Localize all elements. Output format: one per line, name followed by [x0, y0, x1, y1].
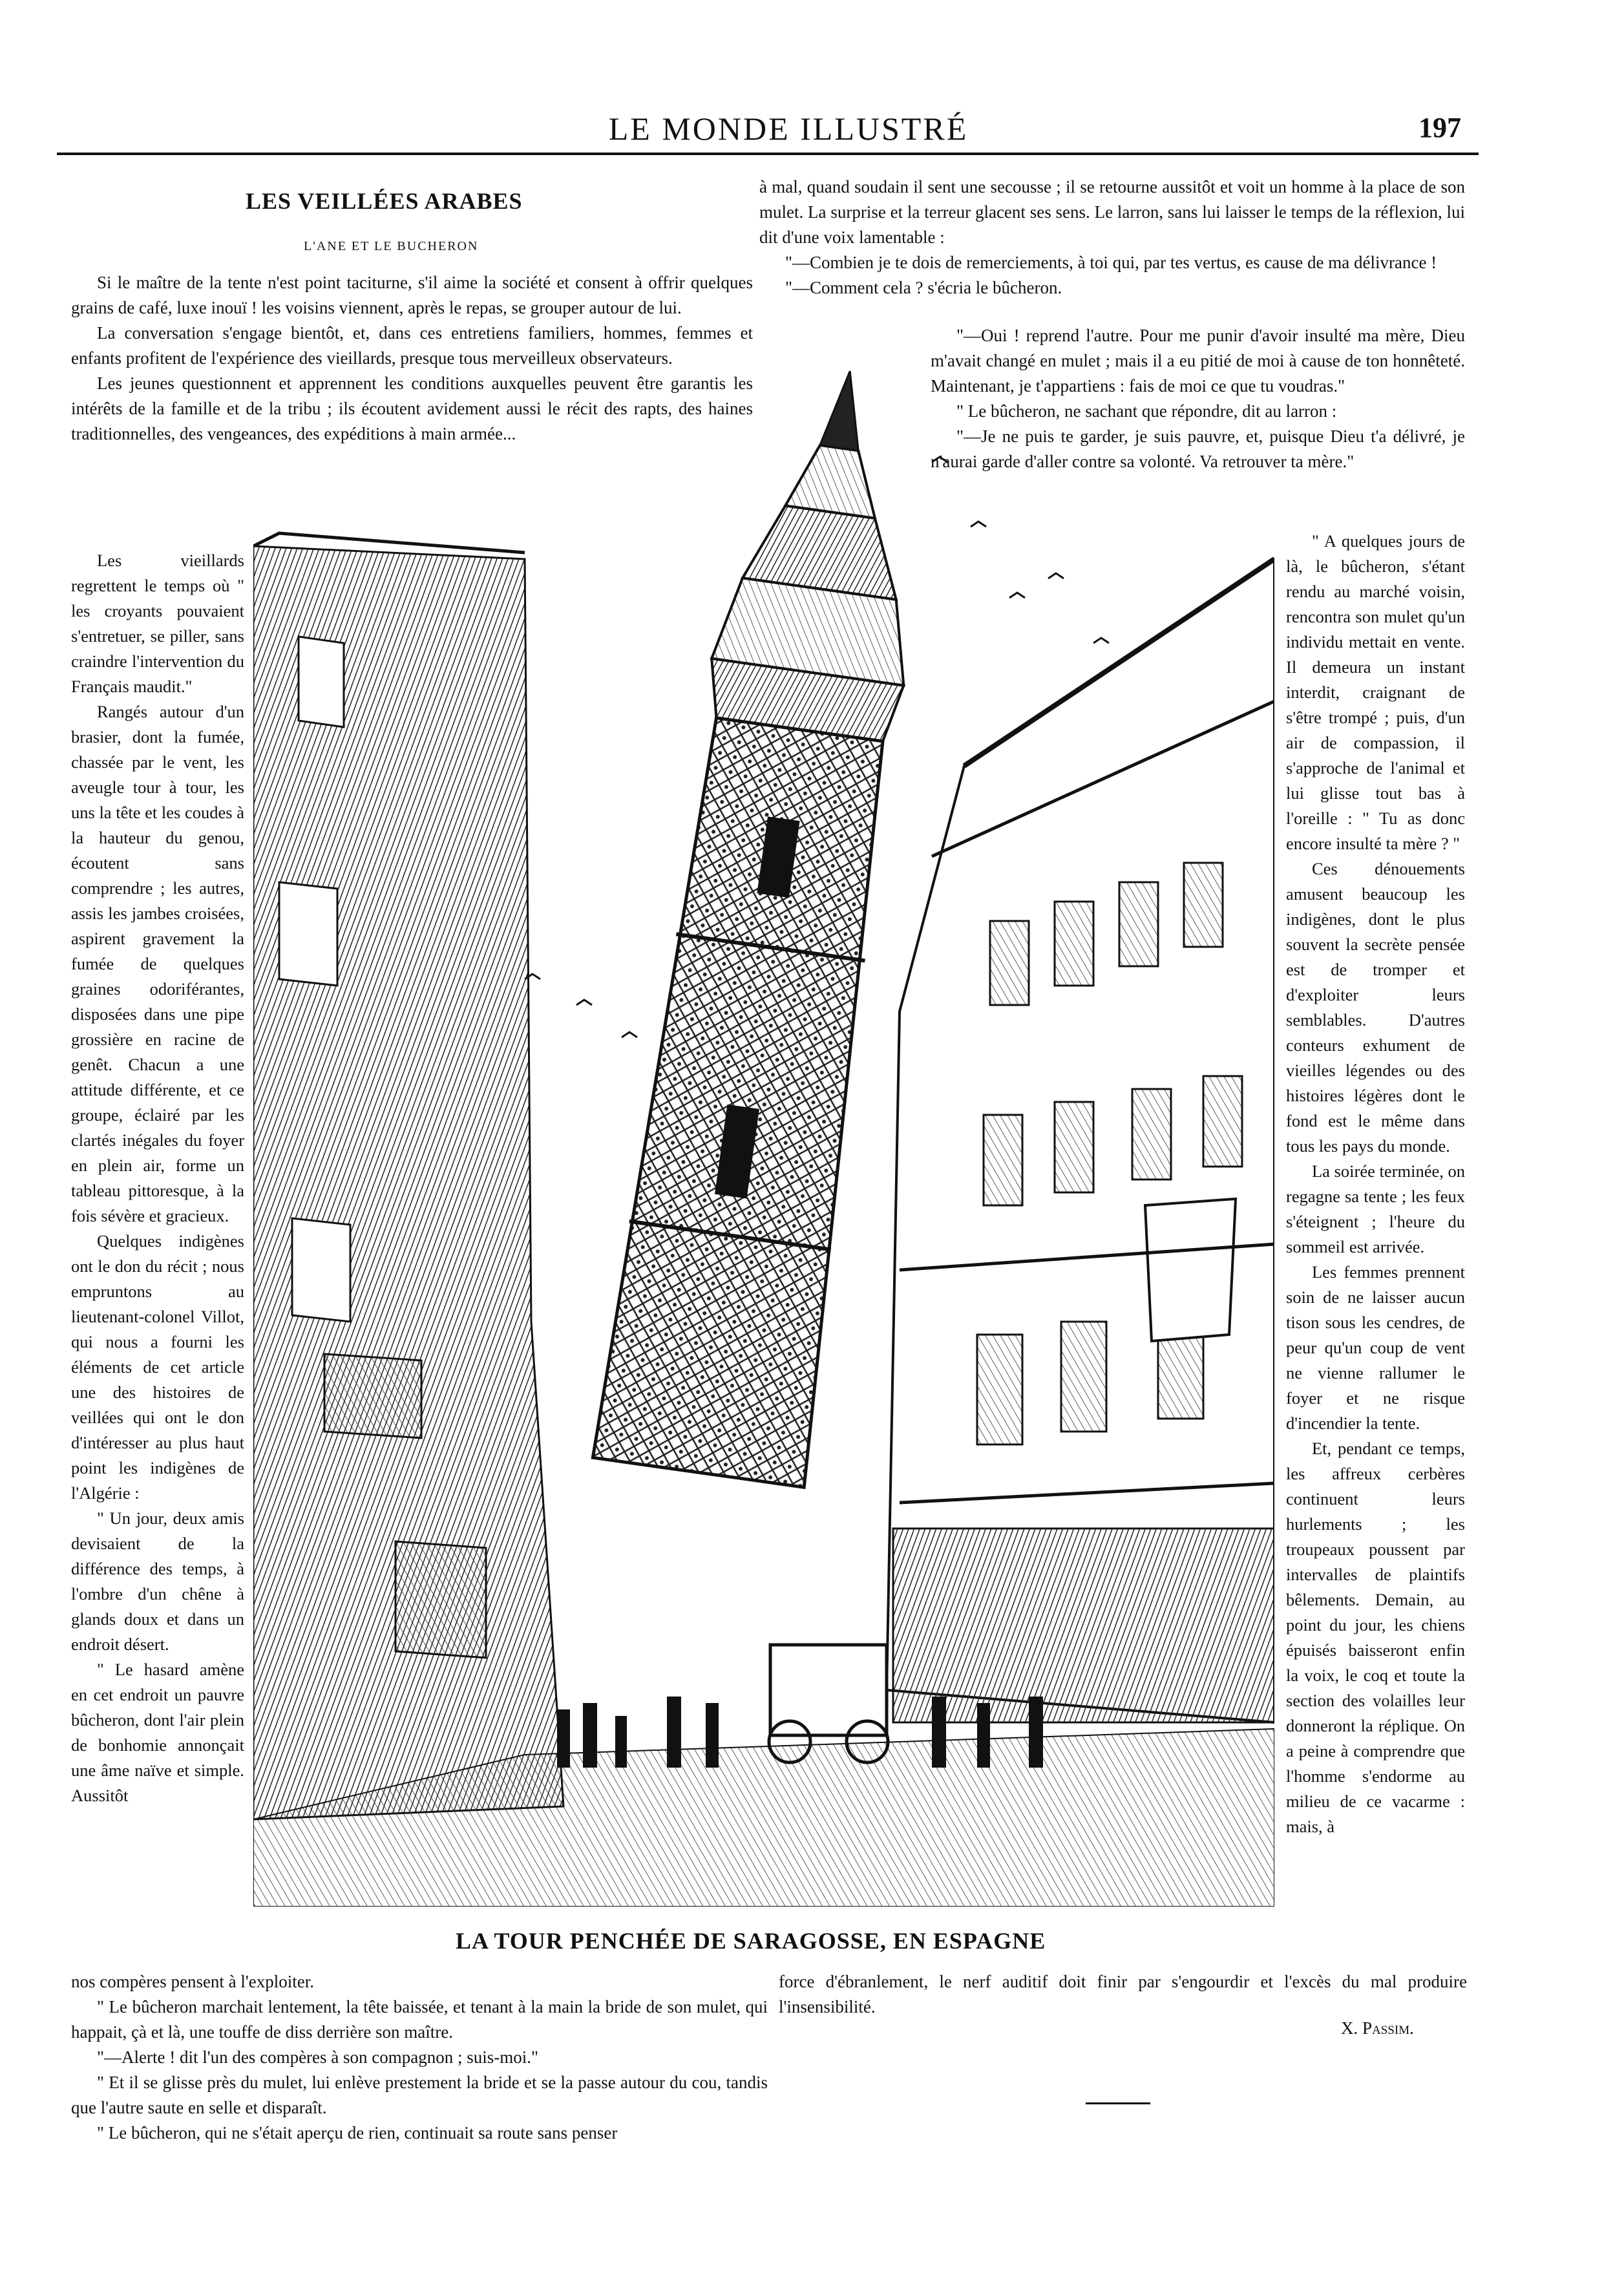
paragraph: Les femmes prennent soin de ne laisser aucun tison sous les cendres, de peur qu'un coup de vent ne vienne rallumer le foyer et ne risque d'incendier la tente. — [1286, 1262, 1465, 1433]
paragraph: "—Combien je te dois de remerciements, à toi qui, par tes vertus, es cause de ma délivrance ! — [785, 253, 1437, 272]
article-title: LES VEILLÉES ARABES — [246, 188, 523, 214]
paragraph: " Un jour, deux amis devisaient de la différence des temps, à l'ombre d'un chêne à glands doux et dans un endroit désert. — [71, 1508, 244, 1654]
left-narrow-column — [71, 548, 244, 1808]
paragraph: Ces dénouements amusent beaucoup les indigènes, dont le plus souvent la secrète pensée est de tromper et d'exploiter leurs semblables. D'autres conteurs exhument de vieilles légendes ou des histoires légères dont le fond est le même dans tous les pays du monde. — [1286, 859, 1465, 1156]
paragraph: La conversation s'engage bientôt, et, dans ces entretiens familiers, hommes, femmes et enfants profitent de l'expérience des vieillards, presque tous merveilleux observateurs. — [71, 323, 753, 368]
left-buildings — [253, 533, 564, 1819]
page-number: 197 — [1418, 112, 1461, 143]
paragraph: force d'ébranlement, le nerf auditif doit finir par s'engourdir et l'excès du mal produire l'insensibilité. — [779, 1972, 1467, 2016]
paragraph: "—Comment cela ? s'écria le bûcheron. — [785, 278, 1062, 297]
paragraph: " A quelques jours de là, le bûcheron, s'étant rendu au marché voisin, rencontra son mulet qu'un individu mettait en vente. Il demeura un instant interdit, craignant de s'être trompé ; puis, d'un air de compassion, il s'approche de l'animal et lui glisse tout bas à l'oreille : " Tu as donc encore insulté ta mère ? " — [1286, 531, 1465, 853]
right-narrow-column — [1286, 529, 1465, 1839]
right-top-column — [759, 175, 1465, 301]
paragraph: " Le bûcheron, qui ne s'était aperçu de rien, continuait sa route sans penser — [97, 2123, 618, 2142]
end-rule — [1086, 2102, 1150, 2104]
paragraph: "—Alerte ! dit l'un des compères à son compagnon ; suis-moi." — [97, 2047, 539, 2067]
paragraph: "—Oui ! reprend l'autre. Pour me punir d'avoir insulté ma mère, Dieu m'avait changé en mulet ; mais il a eu pitié de moi à cause de ton honnêteté. Maintenant, je t'appartiens : fais de moi ce que tu voudras." — [931, 326, 1465, 396]
article-subtitle: L'ANE ET LE BUCHERON — [304, 239, 479, 253]
paragraph: La soirée terminée, on regagne sa tente ; les feux s'éteignent ; l'heure du sommeil est arrivée. — [1286, 1161, 1465, 1256]
right-buildings — [887, 559, 1274, 1722]
paragraph: "—Je ne puis te garder, je suis pauvre, et, puisque Dieu t'a délivré, je n'aurai garde d'aller contre sa volonté. Va retrouver ta mère." — [931, 427, 1465, 471]
paragraph: nos compères pensent à l'exploiter. — [71, 1972, 315, 1991]
paragraph: Les jeunes questionnent et apprennent les conditions auxquelles peuvent être garantis les intérêts de la famille et de la tribu ; ils écoutent avidement aussi le récit des rapts, des haines traditionnelles, des vengeances, des expéditions à main armée... — [71, 374, 753, 443]
paragraph: " Le bûcheron marchait lentement, la tête baissée, et tenant à la main la bride de son mulet, qui happait, çà et là, une touffe de diss derrière son maître. — [71, 1997, 768, 2042]
paragraph: à mal, quand soudain il sent une secousse ; il se retourne aussitôt et voit un homme à la place de son mulet. La surprise et la terreur glacent ses sens. Le larron, sans lui laisser le temps de la réflexion, lui dit d'une voix lamentable : — [759, 177, 1465, 247]
journal-title: LE MONDE ILLUSTRÉ — [608, 111, 969, 147]
bottom-left-column — [71, 1969, 768, 2146]
paragraph: Et, pendant ce temps, les affreux cerbères continuent leurs hurlements ; les troupeaux poussent par intervalles de plaintifs bêlements. Demain, au point du jour, les chiens épuisés baisseront enfin la voix, le coq et toute la section des volailles leur donneront la réplique. On a peine à comprendre que l'homme s'endorme au milieu de ce vacarme : mais, à — [1286, 1439, 1465, 1836]
paragraph: Les vieillards regrettent le temps où " les croyants pouvaient s'entretuer, se piller, sans craindre l'intervention du Français maudit." — [71, 551, 244, 696]
header-rule — [57, 153, 1479, 155]
illustration-caption: LA TOUR PENCHÉE DE SARAGOSSE, EN ESPAGNE — [456, 1928, 1046, 1954]
paragraph: " Et il se glisse près du mulet, lui enlève prestement la bride et se la passe autour du cou, tandis que l'autre saute en selle et disparaît. — [71, 2073, 768, 2117]
leaning-tower-engraving — [253, 365, 1274, 1907]
paragraph: " Le bûcheron, ne sachant que répondre, dit au larron : — [956, 401, 1337, 421]
paragraph: Rangés autour d'un brasier, dont la fumée, chassée par le vent, les aveugle tour à tour, les uns la tête et les coudes à la hauteur du genou, écoutent sans comprendre ; les autres, assis les jambes croisées, aspirent gravement la fumée de quelques graines odoriférantes, disposées dans une pipe grossière en racine de genêt. Chacun a une attitude différente, et ce groupe, éclairé par les clartés inégales du foyer en plein air, forme un tableau pittoresque, à la fois sévère et gracieux. — [71, 702, 244, 1225]
paragraph: Si le maître de la tente n'est point taciturne, s'il aime la société et consent à offrir quelques grains de café, luxe inouï ! les voisins viennent, après le repas, se grouper autour de lui. — [71, 273, 753, 317]
paragraph: Quelques indigènes ont le don du récit ; nous empruntons au lieutenant-colonel Villot, qui nous a fourni les éléments de cet article une des histoires de veillées qui ont le don d'intéresser au plus haut point les indigènes de l'Algérie : — [71, 1231, 244, 1503]
paragraph: " Le hasard amène en cet endroit un pauvre bûcheron, dont l'air plein de bonhomie annonçait une âme naïve et simple. Aussitôt — [71, 1660, 244, 1805]
bottom-right-column — [779, 1969, 1467, 2020]
author-signature: X. Passim. — [1341, 2018, 1414, 2038]
